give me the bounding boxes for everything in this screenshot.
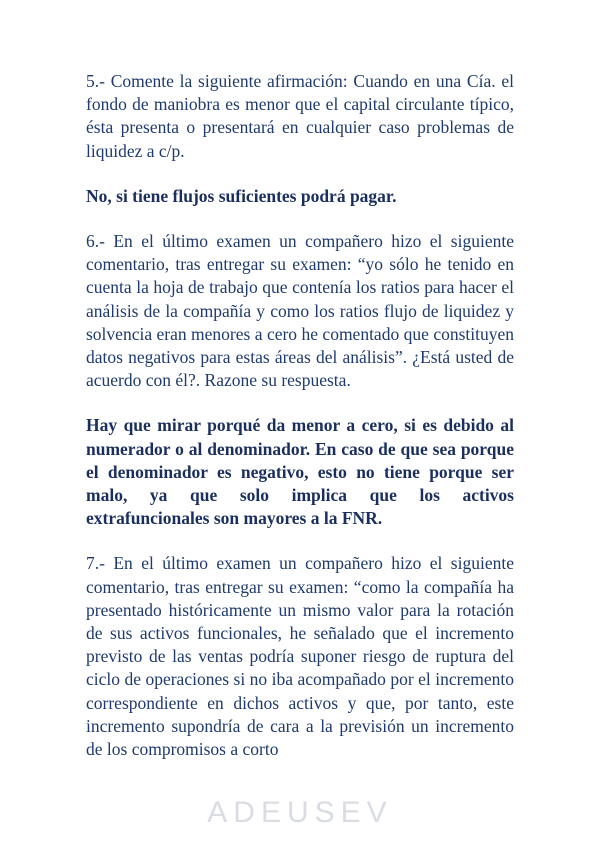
watermark: ADEUSEV [207,796,393,829]
document-page [86,70,514,783]
question-7: 7.- En el último examen un compañero hizo el siguiente comentario, tras entregar su examen: “como la compañía ha presentado históricamente un mismo valor para la rotación de sus activos funcionales, he señalado que el incremento previsto de las ventas podría suponer riesgo de ruptura del ciclo de operaciones si no iba acompañado por el incremento correspondiente en dichos activos y que, por tanto, este incremento supondría de cara a la previsión un incremento de los compromisos a corto [86,553,514,760]
answer-5: No, si tiene flujos suficientes podrá pagar. [86,185,397,206]
question-6: 6.- En el último examen un compañero hizo el siguiente comentario, tras entregar su examen: “yo sólo he tenido en cuenta la hoja de trabajo que contenía los ratios para hacer el análisis de la compañía y como los ratios flujo de liquidez y solvencia eran menores a cero he comentado que constituyen datos negativos para estas áreas del análisis”. ¿Está usted de acuerdo con él?. Razone su respuesta. [86,231,514,391]
question-5: 5.- Comente la siguiente afirmación: Cuando en una Cía. el fondo de maniobra es menor que el capital circulante típico, ésta presenta o presentará en cualquier caso problemas de liquidez a c/p. [86,71,514,161]
answer-6: Hay que mirar porqué da menor a cero, si es debido al numerador o al denominador. En caso de que sea porque el denominador es negativo, esto no tiene porque ser malo, ya que solo implica que los activos extrafuncionales son mayores a la FNR. [86,415,514,529]
